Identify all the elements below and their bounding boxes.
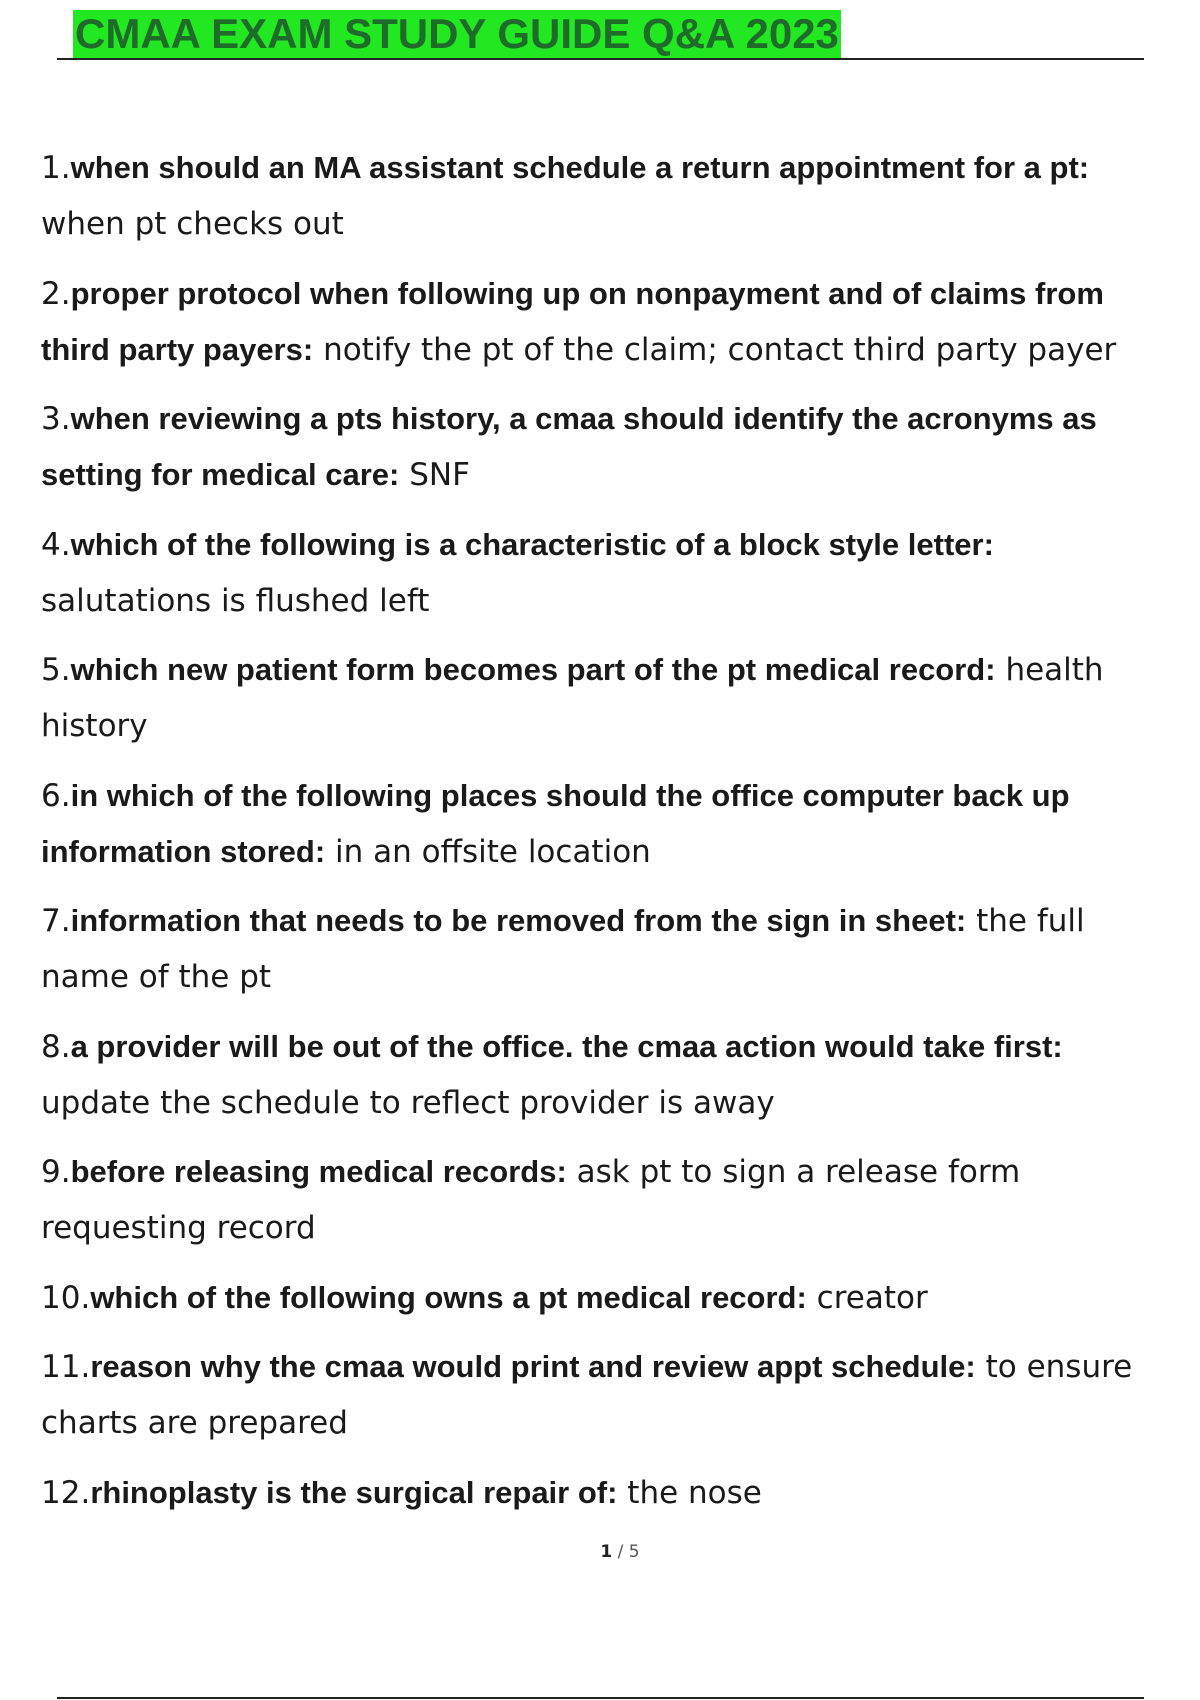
qa-item	[41, 140, 1171, 252]
item-number: 12.	[41, 1474, 91, 1511]
question-text: a provider will be out of the office. the cmaa action would take first:	[70, 1028, 1063, 1064]
qa-item	[41, 1144, 1171, 1256]
item-number: 2.	[41, 275, 71, 312]
item-number: 3.	[41, 401, 71, 437]
question-text: before releasing medical records:	[70, 1154, 567, 1189]
item-number: 11.	[41, 1349, 91, 1385]
qa-list	[41, 140, 1171, 1534]
qa-item	[41, 266, 1171, 378]
item-number: 5.	[41, 652, 71, 688]
answer-text: the full name of the pt	[41, 903, 1085, 995]
question-text: which new patient form becomes part of the pt medical record:	[70, 652, 996, 687]
answer-text: SNF	[409, 457, 470, 493]
qa-item	[41, 768, 1171, 880]
answer-text: to ensure charts are prepared	[41, 1349, 1133, 1441]
qa-item	[41, 1019, 1171, 1131]
answer-text: when pt checks out	[41, 206, 344, 242]
answer-text: ask pt to sign a release form requesting record	[41, 1154, 1021, 1246]
page-current: 1	[600, 1542, 613, 1562]
page-total: / 5	[617, 1542, 640, 1562]
item-number: 1.	[41, 150, 71, 186]
answer-text: salutations is flushed left	[41, 582, 430, 619]
answer-text: in an offsite location	[335, 833, 651, 870]
item-number: 10.	[41, 1279, 91, 1316]
qa-item	[41, 642, 1171, 754]
question-text: which of the following owns a pt medical record:	[90, 1279, 807, 1315]
answer-text: the nose	[627, 1474, 762, 1511]
page-number	[0, 1542, 1200, 1562]
answer-text: health history	[41, 652, 1104, 744]
item-number: 4.	[41, 526, 71, 563]
item-number: 6.	[41, 777, 71, 814]
question-text: when should an MA assistant schedule a return appointment for a pt:	[70, 150, 1090, 185]
qa-item	[41, 893, 1171, 1005]
answer-text: creator	[816, 1279, 928, 1316]
item-number: 8.	[41, 1028, 71, 1065]
document-title: CMAA EXAM STUDY GUIDE Q&A 2023	[75, 10, 839, 57]
item-number: 9.	[41, 1154, 71, 1190]
question-text: rhinoplasty is the surgical repair of:	[90, 1474, 618, 1510]
item-number: 7.	[41, 903, 71, 939]
answer-text: update the schedule to reflect provider is away	[41, 1084, 775, 1121]
qa-item	[41, 1339, 1171, 1451]
qa-item	[41, 1465, 1171, 1521]
header	[57, 8, 1144, 60]
question-text: when reviewing a pts history, a cmaa should identify the acronyms as setting for medical care:	[41, 401, 1097, 492]
question-text: proper protocol when following up on nonpayment and of claims from third party payers:	[41, 275, 1104, 367]
question-text: which of the following is a characteristic of a block style letter:	[70, 526, 994, 562]
answer-text: notify the pt of the claim; contact third party payer	[323, 331, 1117, 368]
qa-item	[41, 391, 1171, 503]
question-text: reason why the cmaa would print and review appt schedule:	[90, 1349, 976, 1384]
footer-divider	[57, 1697, 1144, 1699]
qa-item	[41, 1270, 1171, 1326]
qa-item	[41, 517, 1171, 629]
question-text: information that needs to be removed from the sign in sheet:	[70, 903, 967, 938]
question-text: in which of the following places should the office computer back up information stored:	[41, 777, 1070, 869]
